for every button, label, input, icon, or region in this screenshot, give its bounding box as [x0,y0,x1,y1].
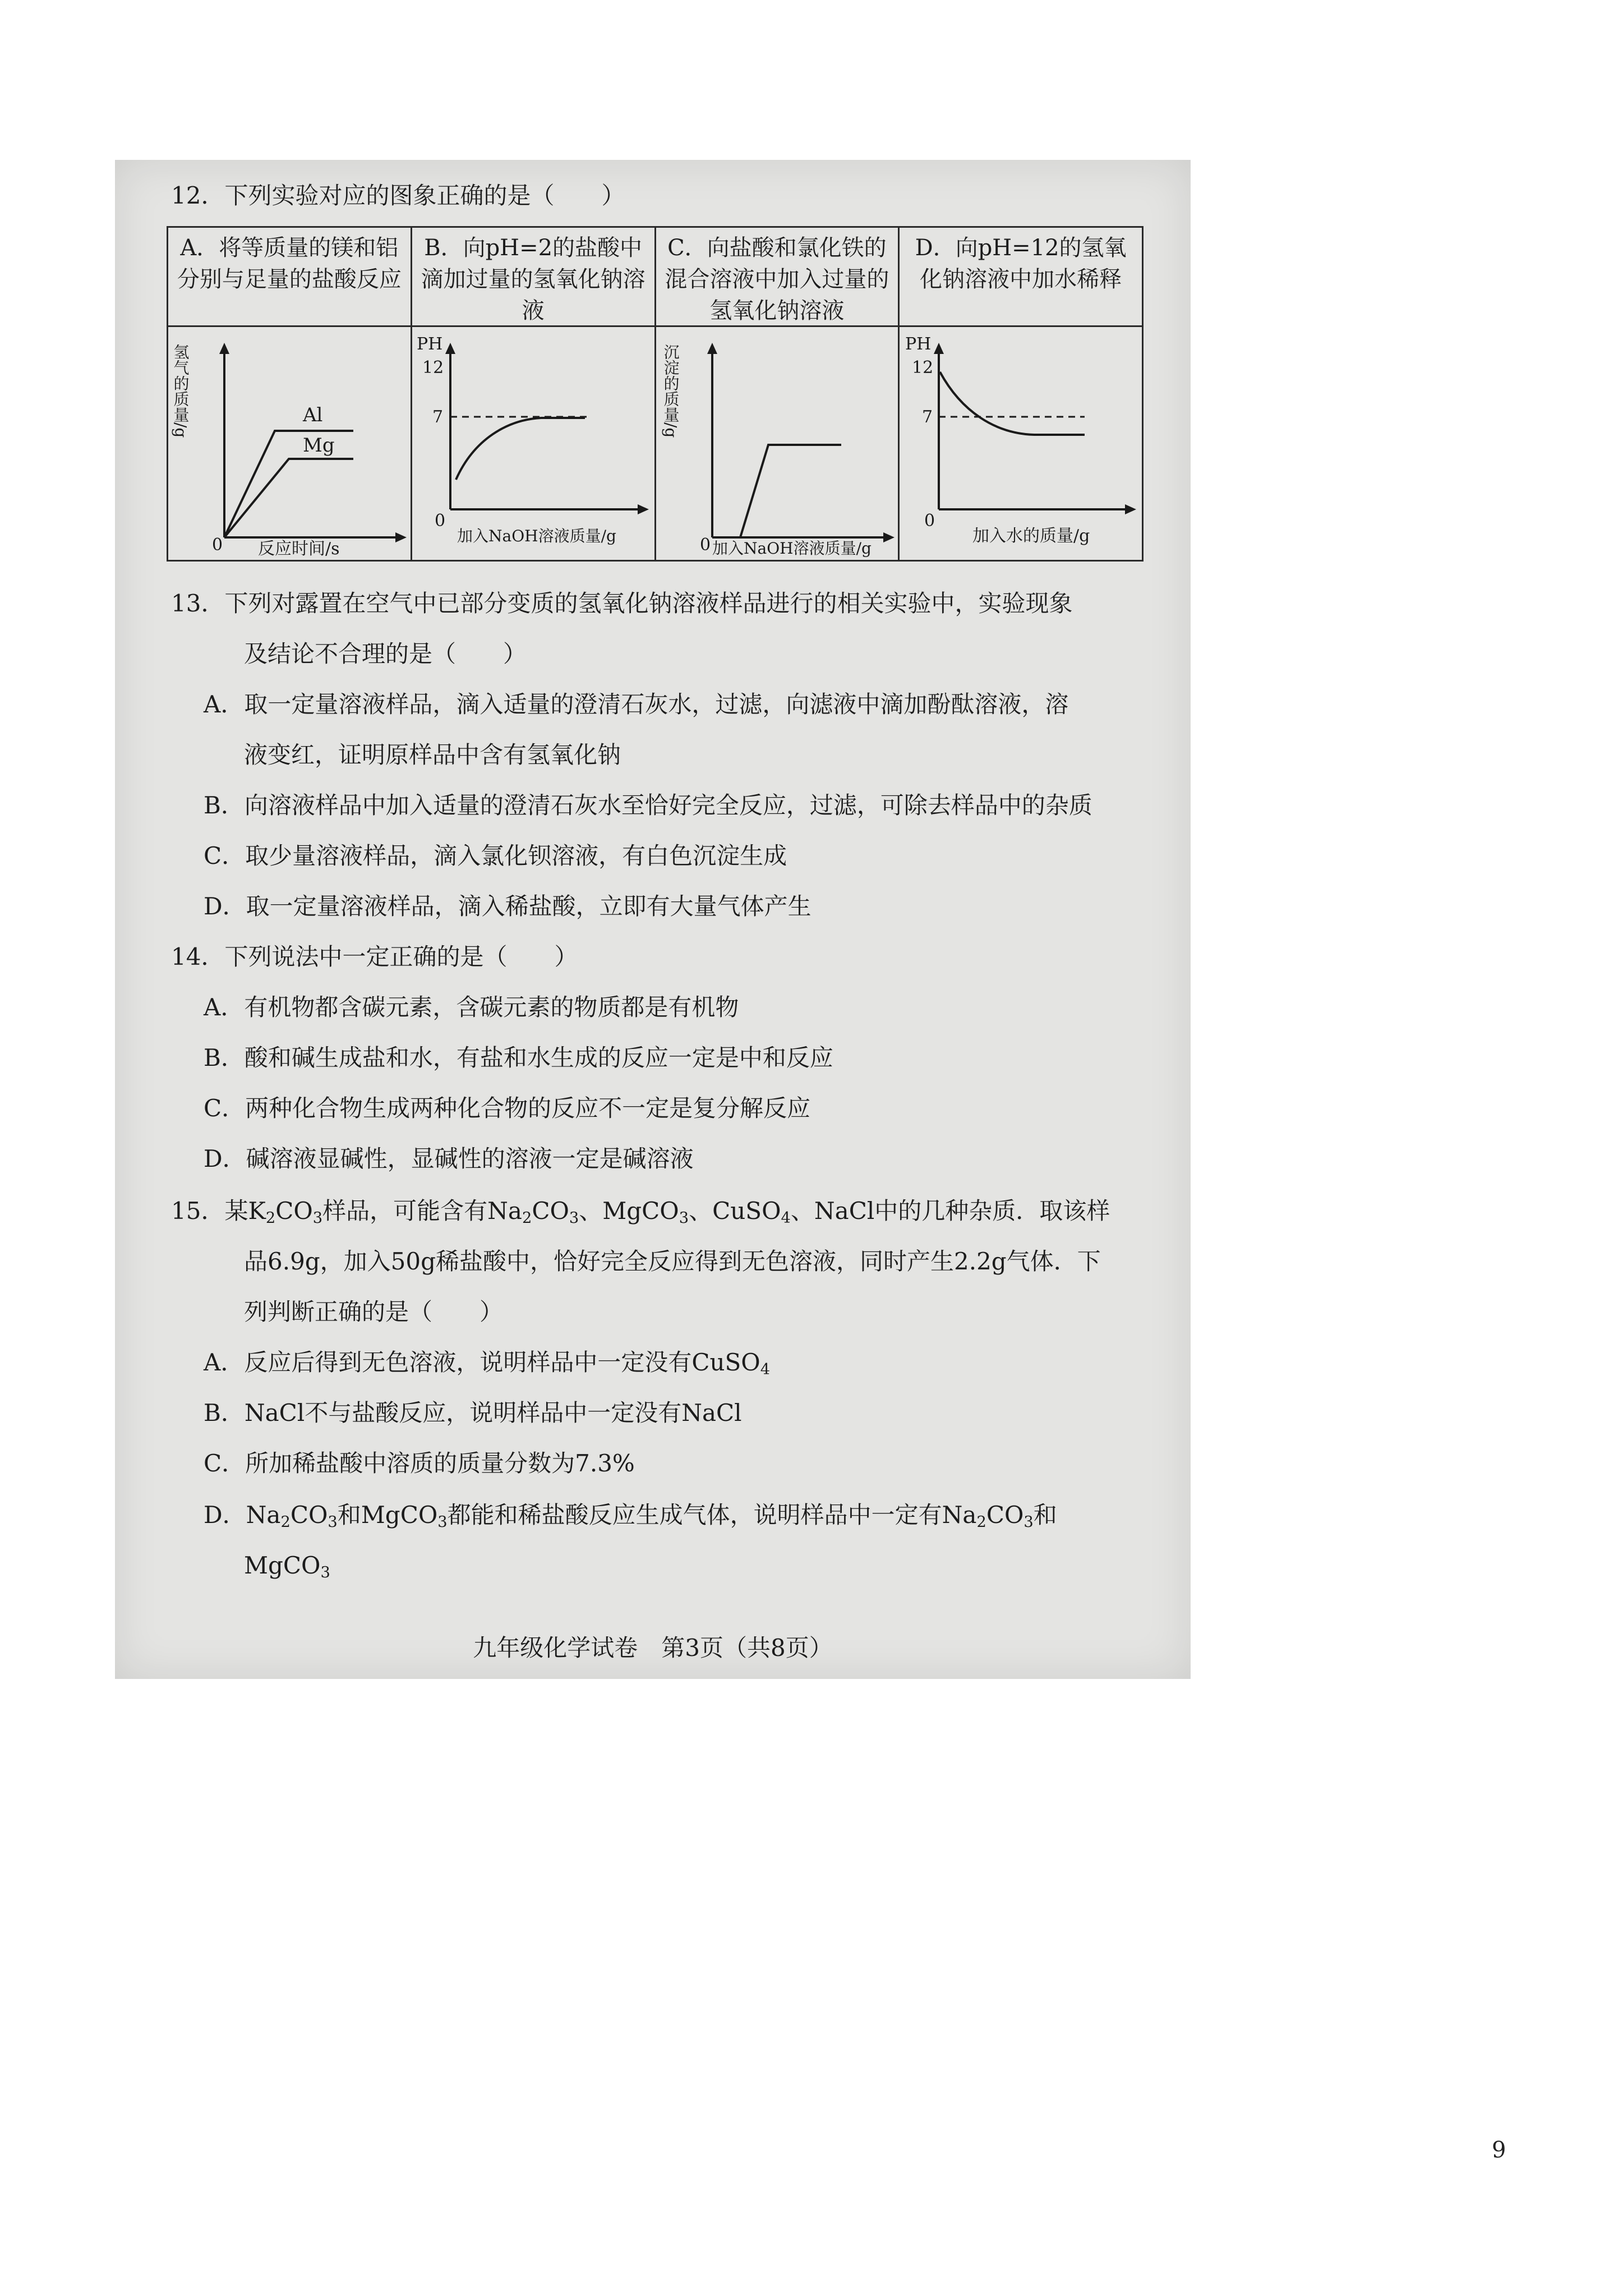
graph-b-curve [456,418,585,480]
graph-d-xlabel: 加入水的质量/g [972,526,1090,546]
graph-b-xlabel: 加入NaOH溶液质量/g [457,527,616,545]
q13-option-a-line2: 液变红，证明原样品中含有氢氧化钠 [244,741,621,769]
q15-option-b: B．NaCl不与盐酸反应，说明样品中一定没有NaCl [204,1399,742,1427]
graph-d-x-arrow [1125,504,1136,514]
subscript: 2 [522,1209,532,1227]
q15-stem-text: 样品，可能含有Na [322,1197,522,1225]
subscript: 2 [976,1513,986,1531]
graph-d-ylabel: PH [905,334,932,354]
q15-option-d-text: MgCO [244,1552,321,1579]
subscript: 3 [1023,1513,1034,1531]
subscript: 3 [320,1563,330,1581]
q15-stem-line2: 品6.9g，加入50g稀盐酸中，恰好完全反应得到无色溶液，同时产生2.2g气体．下 [244,1248,1101,1275]
graph-a-label-al: Al [303,404,323,426]
q13-stem-line1: 13．下列对露置在空气中已部分变质的氢氧化钠溶液样品进行的相关实验中，实验现象 [171,590,1073,617]
subscript: 4 [781,1209,791,1227]
q15-stem-line1 [171,1197,1110,1226]
subscript: 3 [328,1513,338,1531]
q12-caption-b: B．向pH=2的盐酸中滴加过量的氢氧化钠溶液 [421,235,645,324]
page-number: 9 [1492,2137,1506,2163]
q14-option-b: B．酸和碱生成盐和水，有盐和水生成的反应一定是中和反应 [204,1044,833,1071]
subscript: 4 [760,1360,771,1378]
graph-a-y-arrow [219,343,229,354]
graph-b-origin: 0 [434,511,445,531]
q14-option-c: C．两种化合物生成两种化合物的反应不一定是复分解反应 [204,1094,811,1122]
graph-c [656,327,897,557]
q15-stem-text: CO [275,1197,313,1225]
q12-stem: 12．下列实验对应的图象正确的是（ ） [171,182,625,209]
graph-d [900,327,1140,557]
subscript: 3 [437,1513,448,1531]
graph-a-x-arrow [395,532,407,542]
q15-stem-text: 、CuSO [689,1197,781,1225]
graph-d-tick-7: 7 [922,407,933,427]
q14-option-d: D．碱溶液显碱性，显碱性的溶液一定是碱溶液 [204,1145,694,1172]
graph-b [412,327,653,557]
page-footer: 九年级化学试卷 第3页（共8页） [473,1634,833,1662]
q13-option-a-line1: A．取一定量溶液样品，滴入适量的澄清石灰水，过滤，向滤液中滴加酚酞溶液，溶 [204,691,1069,718]
q15-option-d-text: 都能和稀盐酸反应生成气体，说明样品中一定有Na [447,1501,977,1529]
graph-b-tick-7: 7 [432,407,443,427]
subscript: 3 [679,1209,689,1227]
graph-c-origin: 0 [699,535,711,555]
q15-stem-text: 15．某K [171,1197,266,1225]
graph-d-origin: 0 [924,511,935,531]
subscript: 3 [569,1209,579,1227]
graph-c-xlabel: 加入NaOH溶液质量/g [712,539,872,557]
q15-option-d-text: CO [290,1501,328,1529]
graph-d-tick-12: 12 [912,358,934,378]
graph-a-label-mg: Mg [303,434,335,457]
graph-a-xlabel: 反应时间/s [258,539,340,557]
graph-b-y-arrow [445,343,455,354]
graph-b-ylabel: PH [416,334,443,354]
q15-stem-text: 、MgCO [579,1197,679,1225]
q12-caption-a: A．将等质量的镁和铝分别与足量的盐酸反应 [177,235,402,292]
graph-d-y-arrow [934,343,944,354]
subscript: 2 [265,1209,276,1227]
q15-stem-text: CO [532,1197,569,1225]
subscript: 2 [280,1513,291,1531]
q15-option-d-text: 和MgCO [337,1501,438,1529]
graph-a [168,327,409,557]
graph-b-x-arrow [638,504,649,514]
q15-stem-text: 、NaCl中的几种杂质．取该样 [790,1197,1110,1225]
graph-b-tick-12: 12 [422,358,444,378]
q14-option-a: A．有机物都含碳元素，含碳元素的物质都是有机物 [204,993,739,1021]
q15-option-d-line1 [204,1501,1057,1530]
q13-stem-line2: 及结论不合理的是（ ） [244,640,527,668]
subscript: 3 [312,1209,323,1227]
q13-option-d: D．取一定量溶液样品，滴入稀盐酸，立即有大量气体产生 [204,892,811,920]
graph-a-origin: 0 [212,535,223,555]
graph-c-curve [712,445,841,537]
q15-option-a-text: A．反应后得到无色溶液，说明样品中一定没有CuSO [204,1349,760,1376]
q15-option-d-text: D．Na [204,1501,281,1529]
graph-c-x-arrow [883,532,895,542]
q15-stem-line3: 列判断正确的是（ ） [244,1298,504,1326]
graph-c-y-arrow [707,343,717,354]
q15-option-d-text: CO [986,1501,1024,1529]
graph-d-curve [940,372,1085,435]
q14-stem: 14．下列说法中一定正确的是（ ） [171,943,578,970]
q15-option-d-text: 和 [1033,1501,1057,1529]
graph-c-ylabel: 沉淀的质量/g [661,344,680,438]
q13-option-b: B．向溶液样品中加入适量的澄清石灰水至恰好完全反应，过滤，可除去样品中的杂质 [204,792,1092,819]
scanned-exam-page [115,160,1191,1679]
q12-chart-table [167,226,1144,562]
graph-a-ylabel: 氢气的质量/g [171,344,190,438]
q13-option-c: C．取少量溶液样品，滴入氯化钡溶液，有白色沉淀生成 [204,842,787,869]
q15-option-c: C．所加稀盐酸中溶质的质量分数为7.3% [204,1450,635,1477]
q15-option-a [204,1348,770,1377]
q12-caption-d: D．向pH=12的氢氧化钠溶液中加水稀释 [915,235,1127,292]
q15-option-d-line2 [244,1551,330,1580]
q12-caption-c: C．向盐酸和氯化铁的混合溶液中加入过量的氢氧化钠溶液 [665,235,889,324]
